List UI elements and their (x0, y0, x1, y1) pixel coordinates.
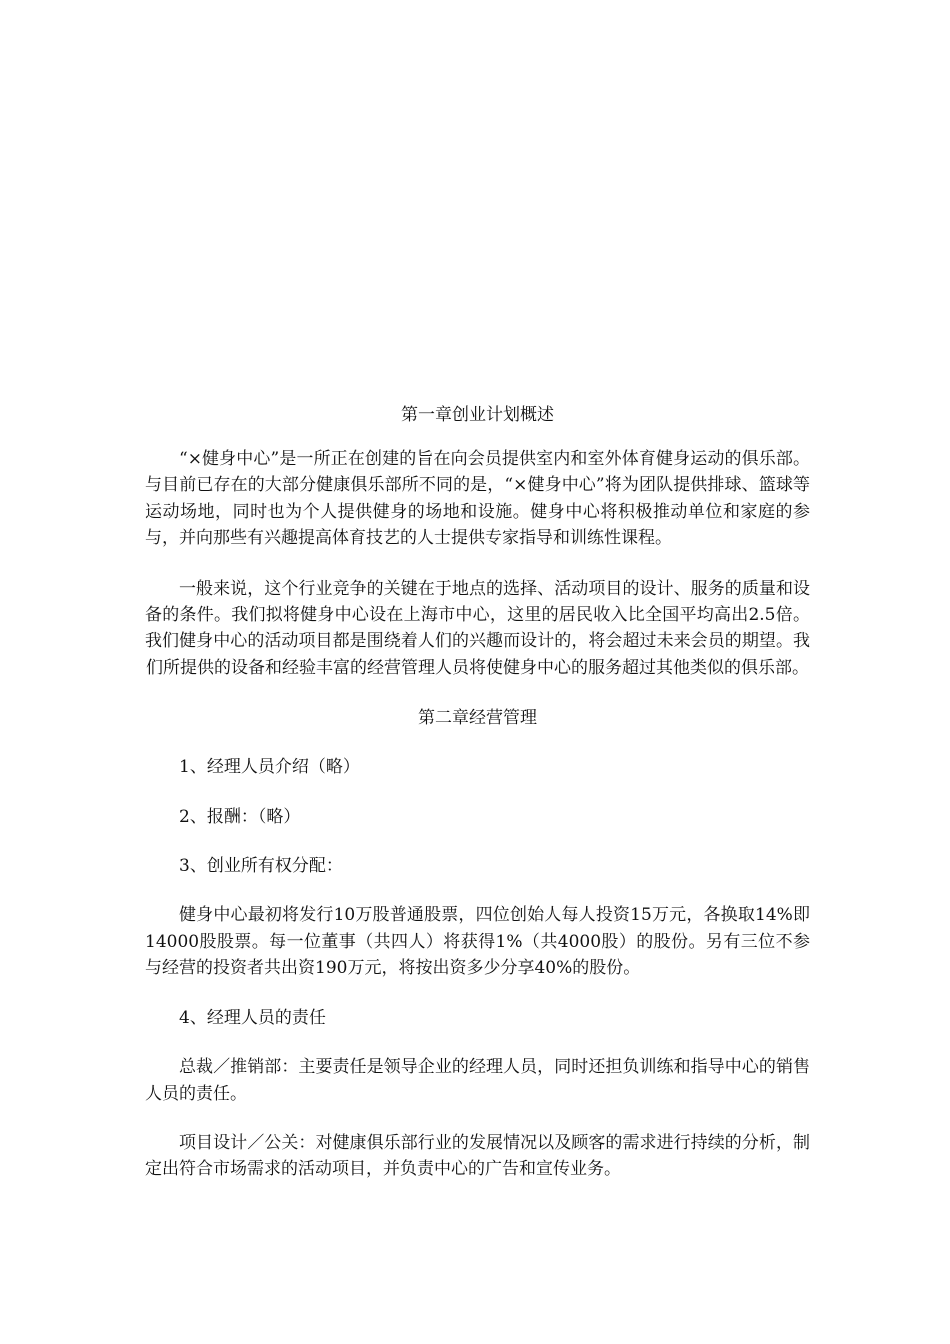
spacer (145, 781, 810, 804)
document-page (145, 402, 810, 1183)
chapter-1-paragraph-2: 一般来说，这个行业竞争的关键在于地点的选择、活动项目的设计、服务的质量和设备的条件。我们拟将健身中心设在上海市中心，这里的居民收入比全国平均高出2.5倍。我们健身中心的活动项目都是围绕着人们的兴趣而设计的，将会超过未来会员的期望。我们所提供的设备和经验丰富的经营管理人员将使健身中心的服务超过其他类似的俱乐部。 (145, 578, 810, 678)
spacer (145, 879, 810, 902)
spacer (145, 731, 810, 754)
spacer (145, 681, 810, 705)
president-sales-paragraph: 总裁／推销部：主要责任是领导企业的经理人员，同时还担负训练和指导中心的销售人员的责任。 (145, 1057, 810, 1104)
spacer (145, 830, 810, 853)
item-responsibilities: 4、经理人员的责任 (179, 1007, 326, 1028)
item-ownership: 3、创业所有权分配： (179, 856, 343, 877)
spacer (145, 1031, 810, 1054)
chapter-1-title: 第一章创业计划概述 (401, 405, 554, 425)
chapter-2-title: 第二章经营管理 (418, 708, 537, 729)
chapter-1-paragraph-1: “×健身中心”是一所正在创建的旨在向会员提供室内和室外体育健身运动的俱乐部。与目前已存在的大部分健康俱乐部所不同的是，“×健身中心”将为团队提供排球、篮球等运动场地，同时也为个人提供健身的场地和设施。健身中心将积极推动单位和家庭的参与，并向那些有兴趣提高体育技艺的人士提供专家指导和训练性课程。 (145, 449, 810, 549)
spacer (145, 1107, 810, 1130)
item-compensation: 2、报酬：（略） (179, 806, 301, 827)
spacer (145, 428, 810, 446)
item-manager-intro: 1、经理人员介绍（略） (179, 757, 360, 778)
spacer (145, 552, 810, 576)
spacer (145, 982, 810, 1005)
ownership-paragraph: 健身中心最初将发行10万股普通股票，四位创始人每人投资15万元，各换取14%即14000股股票。每一位董事（共四人）将获得1%（共4000股）的股份。另有三位不参与经营的投资者共出资190万元，将按出资多少分享40%的股份。 (145, 905, 810, 979)
program-pr-paragraph: 项目设计／公关：对健康俱乐部行业的发展情况以及顾客的需求进行持续的分析，制定出符合市场需求的活动项目，并负责中心的广告和宣传业务。 (145, 1132, 810, 1180)
